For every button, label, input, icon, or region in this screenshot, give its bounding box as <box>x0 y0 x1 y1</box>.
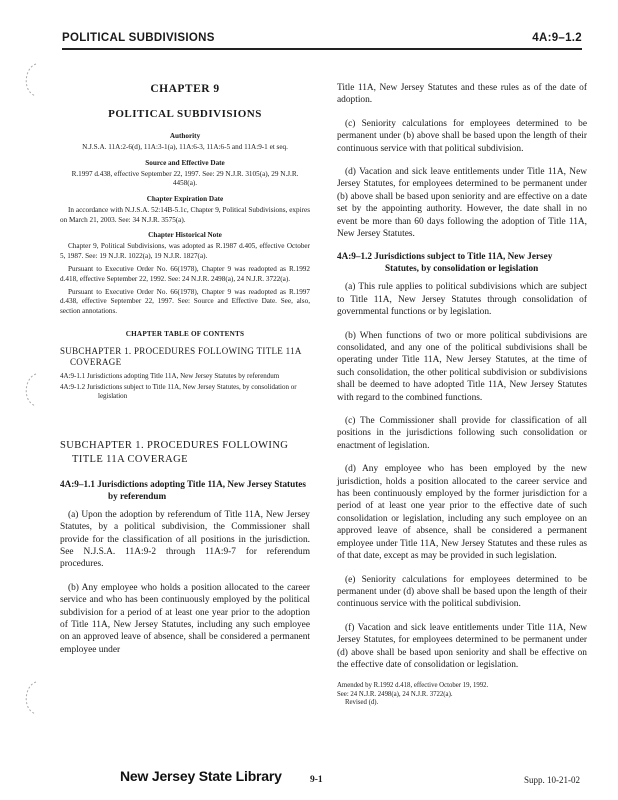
rule-paragraph: (b) When functions of two or more political subdivisions are consolidated, and any one of the political subdivisions shall be operating under Title 11A, New Jersey Statutes, at the time of such consolidation, the other political subdivision or subdivisions shall be deemed to have adopted Title 11A, New Jersey Statutes with regard to the combined functions. <box>337 330 587 403</box>
amendment-note: Amended by R.1992 d.418, effective October 19, 1992. <box>337 682 489 690</box>
rule-paragraph: (c) Seniority calculations for employees determined to be permanent under (b) above shall be based upon the length of their continuous service with that political subdivision. <box>337 118 587 154</box>
right-column <box>337 82 587 708</box>
rule-paragraph: (d) Vacation and sick leave entitlements under Title 11A, New Jersey Statutes, for employees determined to be permanent under (b) above shall be based upon seniority and are effective on a date set by the appointing authority. However, the date shall in no event be more than 60 days following the adoption of Title 11A, New Jersey Statutes. <box>337 167 587 240</box>
running-header <box>62 30 582 50</box>
chapter-title: POLITICAL SUBDIVISIONS <box>108 108 262 121</box>
historical-note-paragraph: Pursuant to Executive Order No. 66(1978), Chapter 9 was readopted as R.1992 d.418, effective September 22, 1992. See: 24 N.J.R. 2498(a), 24 N.J.R. 3722(a). <box>60 265 310 283</box>
rule-paragraph: (e) Seniority calculations for employees determined to be permanent under (d) above shall be based upon the length of their continuous service with the political subdivision. <box>337 574 587 610</box>
source-heading: Source and Effective Date <box>145 158 225 167</box>
toc-subchapter: SUBCHAPTER 1. PROCEDURES FOLLOWING TITLE 11A COVERAGE <box>60 345 302 368</box>
amendment-note: See: 24 N.J.R. 2498(a), 24 N.J.R. 3722(a). <box>337 690 453 698</box>
page-number: 9-1 <box>310 775 323 785</box>
toc-heading: CHAPTER TABLE OF CONTENTS <box>125 330 245 338</box>
amendment-note: Revised (d). <box>345 699 379 707</box>
left-column <box>60 82 310 667</box>
chapter-label: CHAPTER 9 <box>150 83 220 95</box>
authority-text: N.J.S.A. 11A:2-6(d), 11A:3-1(a), 11A:6-3, 11A:6-5 and 11A:9-1 et seq. <box>82 143 288 152</box>
rule-paragraph: (a) Upon the adoption by referendum of Title 11A, New Jersey Statutes, by a political subdivision, the Commissioner shall provide for the classification of all positions in the jurisdiction. See N.J.S.A. 11A:9-2 through 11A:9-7 for referendum procedures. <box>60 509 310 570</box>
library-stamp: New Jersey State Library <box>120 768 282 784</box>
source-text: R.1997 d.438, effective September 22, 1997. See: 29 N.J.R. 3105(a), 29 N.J.R. 4458(a). <box>71 170 299 188</box>
expiration-heading: Chapter Expiration Date <box>146 194 224 203</box>
historical-note-paragraph: Chapter 9, Political Subdivisions, was adopted as R.1987 d.405, effective October 5, 1987. See: 19 N.J.R. 1022(a), 19 N.J.R. 1827(a). <box>60 242 310 260</box>
rule-paragraph: (c) The Commissioner shall provide for classification of all positions in the jurisdictions following such consolidation or enactment of legislation. <box>337 416 587 451</box>
historical-note-heading: Chapter Historical Note <box>148 230 222 239</box>
header-title: POLITICAL SUBDIVISIONS <box>62 32 215 44</box>
punch-hole-mark <box>20 62 38 98</box>
rule-paragraph: (f) Vacation and sick leave entitlements under Title 11A, New Jersey Statutes, for employees determined to be permanent under (d) above shall be based upon seniority and shall be effective on the effective date of consolidation or legislation. <box>337 622 587 670</box>
punch-hole-mark <box>20 680 38 716</box>
rule-heading: 4A:9–1.2 Jurisdictions subject to Title 11A, New Jersey Statutes, by consolidation or legislation <box>337 251 553 274</box>
authority-heading: Authority <box>169 131 201 140</box>
historical-note-paragraph: Pursuant to Executive Order No. 66(1978), Chapter 9 was readopted as R.1997 d.438, effective September 22, 1997. See: Source and Effective Date. See, also, section annotations. <box>60 287 310 315</box>
punch-hole-mark <box>20 372 38 408</box>
rule-paragraph: (d) Any employee who has been employed by the new jurisdiction, holds a position allocated to the career service and has been continuously employed by the former jurisdiction for a period of at least one year prior to the effective date of such consolidation or legislation, including any such employee on an approved leave of absence, shall be considered a permanent employee under Title 11A, New Jersey Statutes and these rules as of that date, except as may be provided in such legislation. <box>337 464 587 562</box>
subchapter-heading: SUBCHAPTER 1. PROCEDURES FOLLOWING TITLE 11A COVERAGE <box>60 439 289 465</box>
supplement-date: Supp. 10-21-02 <box>524 775 580 785</box>
rule-heading: 4A:9–1.1 Jurisdictions adopting Title 11A, New Jersey Statutes by referendum <box>60 478 306 501</box>
toc-item: 4A:9-1.2 Jurisdictions subject to Title 11A, New Jersey Statutes, by consolidation or legislation <box>60 383 297 400</box>
rule-paragraph: (a) This rule applies to political subdivisions which are subject to Title 11A, New Jersey Statutes through consolidation of governmental functions or by legislation. <box>337 282 587 318</box>
expiration-text: In accordance with N.J.S.A. 52:14B-5.1c, Chapter 9, Political Subdivisions, expires on March 21, 2003. See: 34 N.J.R. 3575(a). <box>60 206 310 224</box>
rule-paragraph: Title 11A, New Jersey Statutes and these rules as of the date of adoption. <box>337 83 587 106</box>
toc-item: 4A:9-1.1 Jurisdictions adopting Title 11A, New Jersey Statutes by referendum <box>60 372 280 381</box>
header-section-number: 4A:9–1.2 <box>532 32 582 44</box>
rule-paragraph: (b) Any employee who holds a position allocated to the career service and who has been continuously employed by the political subdivision for a period of at least one year prior to the adoption of Title 11A, New Jersey Statutes, including any such employee on an approved leave of absence, shall be considered a permanent employee under <box>60 582 310 655</box>
